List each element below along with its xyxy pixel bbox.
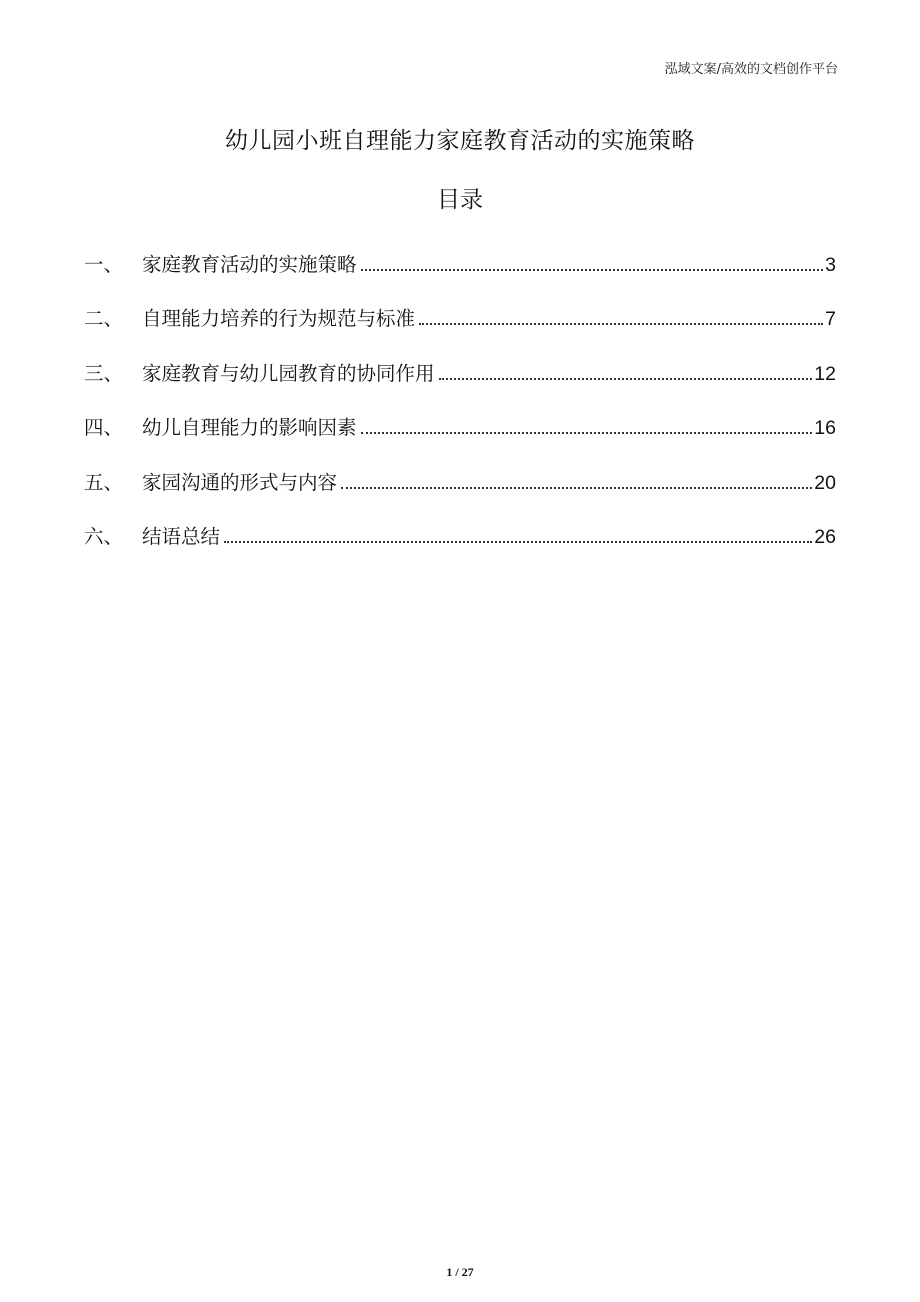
document-title: 幼儿园小班自理能力家庭教育活动的实施策略: [225, 128, 695, 154]
toc-entry-title: 家庭教育活动的实施策略: [142, 252, 357, 276]
toc-entry[interactable]: [84, 454, 836, 509]
toc-entry-page: 7: [825, 308, 836, 330]
toc-entry-number: 二、: [84, 307, 124, 330]
table-of-contents: [84, 236, 836, 563]
toc-dot-leader: [439, 378, 813, 380]
page-number: 1 / 27: [446, 1265, 474, 1279]
toc-dot-leader: [361, 269, 824, 271]
toc-entry-page: 3: [825, 253, 836, 276]
toc-entry-page: 20: [814, 471, 836, 494]
toc-dot-leader: [341, 487, 812, 489]
toc-entry-title: 家园沟通的形式与内容: [142, 470, 338, 494]
toc-entry-page: 26: [814, 526, 836, 548]
toc-dot-leader: [224, 541, 812, 543]
toc-entry-page: 12: [814, 362, 836, 385]
toc-entry-number: 五、: [84, 470, 124, 494]
toc-entry-number: 三、: [84, 361, 124, 385]
toc-heading: 目录: [437, 187, 483, 213]
toc-entry[interactable]: [84, 345, 836, 400]
toc-entry[interactable]: [84, 400, 836, 455]
page-header: 泓域文案/高效的文档创作平台: [664, 62, 838, 77]
toc-entry-title: 自理能力培养的行为规范与标准: [142, 307, 416, 330]
toc-dot-leader: [361, 432, 813, 434]
toc-entry-page: 16: [814, 417, 836, 439]
toc-entry-title: 结语总结: [142, 525, 221, 548]
toc-dot-leader: [419, 323, 823, 325]
toc-entry[interactable]: [84, 291, 836, 346]
toc-entry-number: 一、: [84, 252, 124, 276]
toc-entry-title: 幼儿自理能力的影响因素: [142, 416, 357, 439]
toc-entry-title: 家庭教育与幼儿园教育的协同作用: [142, 361, 435, 385]
toc-entry[interactable]: [84, 509, 836, 564]
toc-entry-number: 四、: [84, 416, 124, 439]
toc-entry[interactable]: [84, 236, 836, 291]
toc-entry-number: 六、: [84, 525, 124, 548]
